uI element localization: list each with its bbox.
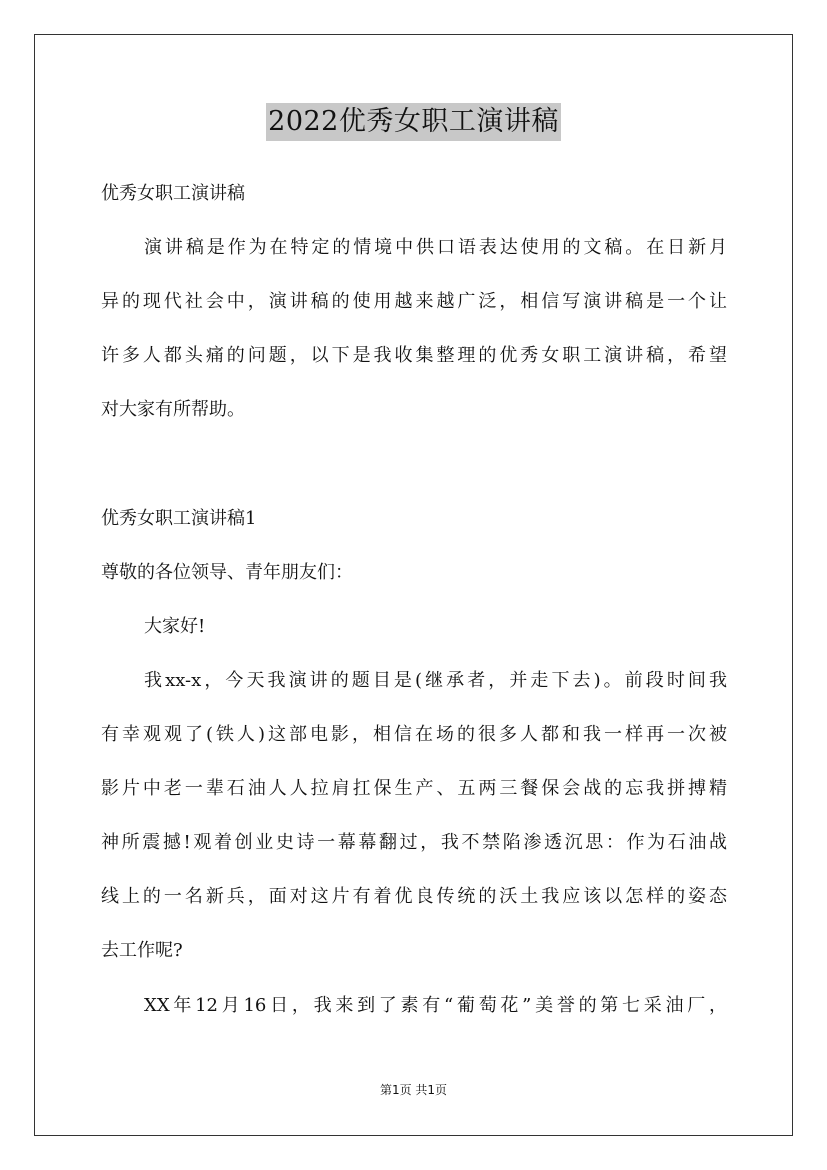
body-line-6: 去工作呢? bbox=[101, 940, 183, 961]
body-line-3: 影片中老一辈石油人人拉肩扛保生产、五两三餐保会战的忘我拼搏精 bbox=[101, 778, 727, 799]
greeting: 大家好! bbox=[144, 616, 206, 637]
body-line-4: 神所震撼!观着创业史诗一幕幕翻过，我不禁陷渗透沉思：作为石油战 bbox=[101, 832, 727, 853]
body-line-5: 线上的一名新兵，面对这片有着优良传统的沃土我应该以怎样的姿态 bbox=[101, 886, 727, 907]
body-line-7: XX年12月16日，我来到了素有“葡萄花”美誉的第七采油厂， bbox=[144, 995, 727, 1016]
intro-line-3: 许多人都头痛的问题，以下是我收集整理的优秀女职工演讲稿，希望 bbox=[101, 345, 727, 366]
document-title: 2022优秀女职工演讲稿 bbox=[266, 103, 561, 141]
section-heading: 优秀女职工演讲稿1 bbox=[101, 508, 257, 529]
subtitle: 优秀女职工演讲稿 bbox=[101, 183, 245, 204]
intro-line-2: 异的现代社会中，演讲稿的使用越来越广泛，相信写演讲稿是一个让 bbox=[101, 291, 727, 312]
salutation: 尊敬的各位领导、青年朋友们： bbox=[101, 562, 353, 583]
body-line-2: 有幸观观了(铁人)这部电影，相信在场的很多人都和我一样再一次被 bbox=[101, 724, 727, 745]
intro-line-1: 演讲稿是作为在特定的情境中供口语表达使用的文稿。在日新月 bbox=[144, 237, 727, 258]
body-line-1: 我xx-x，今天我演讲的题目是(继承者，并走下去)。前段时间我 bbox=[144, 670, 727, 691]
title-container bbox=[0, 103, 827, 141]
page-number: 第1页 共1页 bbox=[379, 1083, 448, 1097]
intro-line-4: 对大家有所帮助。 bbox=[101, 399, 245, 420]
